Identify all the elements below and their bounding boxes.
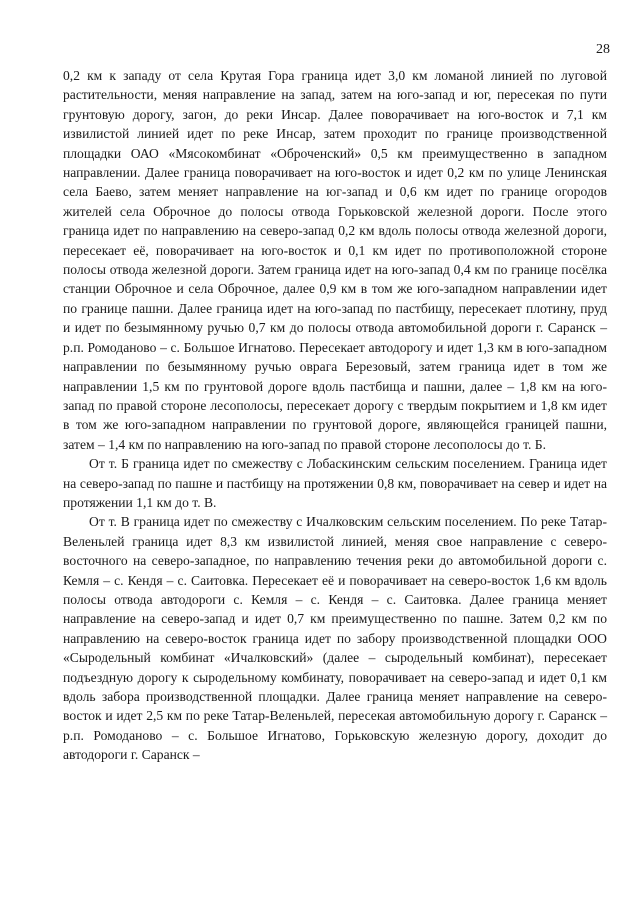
paragraph-1: 0,2 км к западу от села Крутая Гора граница идет 3,0 км ломаной линией по луговой растительности, меняя направление на запад, затем на юго-запад и юг, пересекая по пути грунтовую дорогу, загон, до реки Инсар. Далее поворачивает на юго-восток и 7,1 км извилистой линией идет по реке Инсар, затем проходит по границе производственной площадки ОАО «Мясокомбинат «Оброченский» 0,5 км преимущественно в западном направлении. Далее граница поворачивает на юго-восток и идет 0,2 км по улице Ленинская села Баево, затем меняет направление на юг-запад и 0,6 км идет по границе огородов жителей села Оброчное до полосы отвода Горьковской железной дороги. После этого граница идет по направлению на северо-запад 0,2 км вдоль полосы отвода железной дороги, пересекает её, поворачивает на юго-восток и 0,1 км идет по противоположной стороне полосы отвода железной дороги. Затем граница идет на юго-запад 0,4 км по границе посёлка станции Оброчное и села Оброчное, далее 0,9 км в том же юго-западном направлении идет по границе пашни. Далее граница идет на юго-запад по пастбищу, пересекает плотину, пруд и идет по безымянному ручью 0,7 км до полосы отвода автомобильной дороги г. Саранск – р.п. Ромоданово – с. Большое Игнатово. Пересекает автодорогу и идет 1,3 км в юго-западном направлении по безымянному ручью оврага Березовый, затем граница идет в том же направлении 1,5 км по грунтовой дороге вдоль пастбища и пашни, далее – 1,8 км на юго-запад по правой стороне лесополосы, пересекает дорогу с твердым покрытием и 1,8 км идет в том же юго-западном направлении по грунтовой дороге, являющейся границей пашни, затем – 1,4 км по направлению на юго-запад по правой стороне лесополосы до т. Б. [63,68,607,452]
page-number: 28 [596,42,610,57]
paragraph-2: От т. Б граница идет по смежеству с Лобаскинским сельским поселением. Граница идет на северо-запад по пашне и пастбищу на протяжении 0,8 км, поворачивает на север и идет на протяжении 1,1 км до т. В. [63,456,607,510]
document-body [63,66,607,765]
paragraph-3: От т. В граница идет по смежеству с Ичалковским сельским поселением. По реке Татар-Веленьлей граница идет 8,3 км извилистой линией, меняя свое направление с северо-восточного на северо-западное, по направлению течения реки до автомобильной дороги с. Кемля – с. Кендя – с. Саитовка. Пересекает её и поворачивает на северо-восток 1,6 км вдоль полосы отвода автодороги с. Кемля – с. Кендя – с. Саитовка. Далее граница меняет направление на северо-запад и идет 0,7 км преимущественно по пашне. Затем 0,2 км по направлению на северо-восток граница идет по забору производственной площадки ООО «Сыродельный комбинат «Ичалковский» (далее – сыродельный комбинат), пересекает подъездную дорогу к сыродельному комбинату, поворачивает на северо-запад и идет 0,1 км вдоль забора производственной площадки. Далее граница меняет направление на северо-восток и идет 2,5 км по реке Татар-Веленьлей, пересекая автомобильную дорогу г. Саранск – р.п. Ромоданово – с. Большое Игнатово, Горьковскую железную дорогу, доходит до автодороги г. Саранск – [63,514,607,763]
